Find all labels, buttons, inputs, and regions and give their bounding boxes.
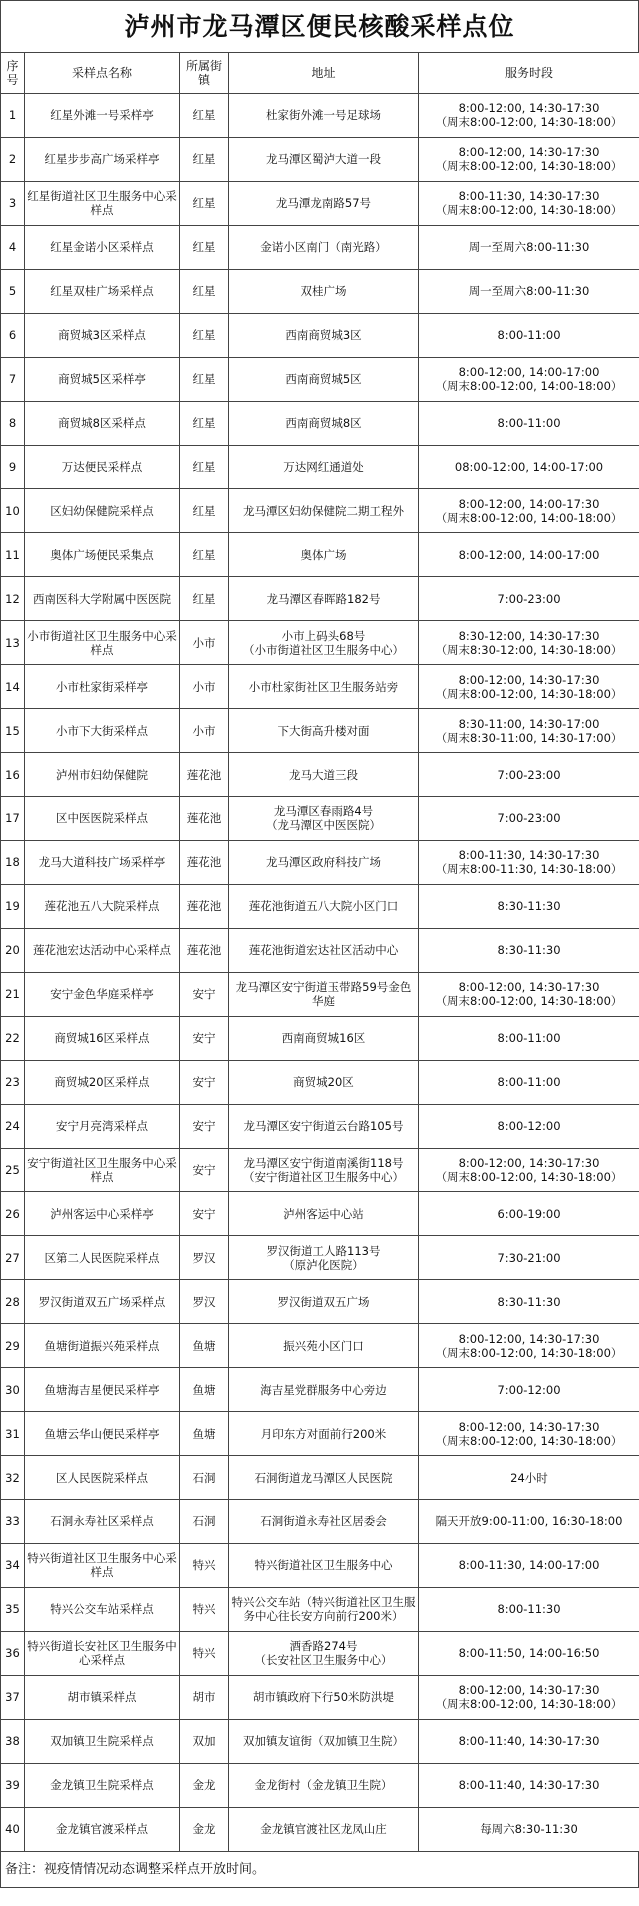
cell-address: 石洞街道龙马潭区人民医院 xyxy=(229,1456,419,1500)
cell-name: 龙马大道科技广场采样亭 xyxy=(25,840,180,884)
cell-address: 振兴苑小区门口 xyxy=(229,1324,419,1368)
cell-time: 08:00-12:00, 14:00-17:00 xyxy=(419,445,639,489)
cell-time: 6:00-19:00 xyxy=(419,1192,639,1236)
table-row xyxy=(1,972,639,1016)
cell-no: 35 xyxy=(1,1587,25,1631)
table-row xyxy=(1,1148,639,1192)
cell-address: 莲花池街道宏达社区活动中心 xyxy=(229,928,419,972)
cell-name: 泸州客运中心采样亭 xyxy=(25,1192,180,1236)
cell-address: 龙马潭区政府科技广场 xyxy=(229,840,419,884)
cell-name: 鱼塘海吉星便民采样亭 xyxy=(25,1368,180,1412)
table-row xyxy=(1,665,639,709)
cell-name: 商贸城8区采样点 xyxy=(25,401,180,445)
cell-town: 安宁 xyxy=(180,1192,229,1236)
cell-no: 26 xyxy=(1,1192,25,1236)
cell-no: 18 xyxy=(1,840,25,884)
cell-no: 5 xyxy=(1,269,25,313)
cell-address: 龙马潭区春雨路4号 （龙马潭区中医医院） xyxy=(229,797,419,841)
cell-name: 特兴公交车站采样点 xyxy=(25,1587,180,1631)
table-row xyxy=(1,1631,639,1675)
cell-town: 小市 xyxy=(180,709,229,753)
cell-time: 8:00-12:00, 14:30-17:30 （周末8:00-12:00, 14:30-18:00） xyxy=(419,972,639,1016)
table-row xyxy=(1,533,639,577)
cell-no: 4 xyxy=(1,225,25,269)
cell-time: 8:30-11:30 xyxy=(419,1280,639,1324)
table-row xyxy=(1,797,639,841)
header-name: 采样点名称 xyxy=(25,53,180,94)
table-row xyxy=(1,1016,639,1060)
cell-town: 红星 xyxy=(180,401,229,445)
header-time: 服务时段 xyxy=(419,53,639,94)
cell-address: 胡市镇政府下行50米防洪堤 xyxy=(229,1675,419,1719)
cell-town: 安宁 xyxy=(180,1016,229,1060)
cell-name: 鱼塘街道振兴苑采样点 xyxy=(25,1324,180,1368)
cell-time: 8:00-11:40, 14:30-17:30 xyxy=(419,1763,639,1807)
table-row xyxy=(1,709,639,753)
cell-town: 特兴 xyxy=(180,1587,229,1631)
cell-town: 红星 xyxy=(180,225,229,269)
cell-name: 鱼塘云华山便民采样亭 xyxy=(25,1412,180,1456)
cell-no: 14 xyxy=(1,665,25,709)
cell-town: 莲花池 xyxy=(180,797,229,841)
cell-time: 8:00-11:00 xyxy=(419,313,639,357)
cell-name: 万达便民采样点 xyxy=(25,445,180,489)
cell-time: 8:00-12:00, 14:00-17:30 （周末8:00-12:00, 14:00-18:00） xyxy=(419,489,639,533)
cell-address: 特兴街道社区卫生服务中心 xyxy=(229,1543,419,1587)
cell-name: 区妇幼保健院采样点 xyxy=(25,489,180,533)
cell-no: 25 xyxy=(1,1148,25,1192)
cell-name: 安宁街道社区卫生服务中心采样点 xyxy=(25,1148,180,1192)
table-row xyxy=(1,357,639,401)
cell-town: 金龙 xyxy=(180,1807,229,1851)
cell-no: 22 xyxy=(1,1016,25,1060)
cell-name: 安宁月亮湾采样点 xyxy=(25,1104,180,1148)
cell-no: 13 xyxy=(1,621,25,665)
cell-no: 33 xyxy=(1,1500,25,1544)
cell-name: 区第二人民医院采样点 xyxy=(25,1236,180,1280)
cell-town: 红星 xyxy=(180,137,229,181)
cell-name: 特兴街道社区卫生服务中心采样点 xyxy=(25,1543,180,1587)
cell-time: 8:00-11:00 xyxy=(419,401,639,445)
cell-name: 区人民医院采样点 xyxy=(25,1456,180,1500)
cell-town: 石洞 xyxy=(180,1456,229,1500)
table-row xyxy=(1,1368,639,1412)
cell-town: 红星 xyxy=(180,357,229,401)
table-row xyxy=(1,1060,639,1104)
cell-address: 小市上码头68号 （小市街道社区卫生服务中心） xyxy=(229,621,419,665)
cell-name: 莲花池宏达活动中心采样点 xyxy=(25,928,180,972)
cell-town: 安宁 xyxy=(180,972,229,1016)
cell-town: 特兴 xyxy=(180,1543,229,1587)
cell-time: 8:00-12:00, 14:30-17:30 （周末8:00-12:00, 14:30-18:00） xyxy=(419,1412,639,1456)
cell-time: 8:30-11:00, 14:30-17:00 （周末8:30-11:00, 14:30-17:00） xyxy=(419,709,639,753)
table-row xyxy=(1,1324,639,1368)
cell-time: 8:00-11:30, 14:00-17:00 xyxy=(419,1543,639,1587)
cell-name: 特兴街道长安社区卫生服务中心采样点 xyxy=(25,1631,180,1675)
cell-town: 莲花池 xyxy=(180,928,229,972)
cell-address: 双桂广场 xyxy=(229,269,419,313)
cell-address: 海吉星党群服务中心旁边 xyxy=(229,1368,419,1412)
cell-no: 1 xyxy=(1,94,25,138)
cell-name: 红星街道社区卫生服务中心采样点 xyxy=(25,181,180,225)
table-row xyxy=(1,489,639,533)
cell-town: 金龙 xyxy=(180,1763,229,1807)
table-row xyxy=(1,181,639,225)
cell-town: 红星 xyxy=(180,94,229,138)
cell-no: 20 xyxy=(1,928,25,972)
cell-town: 双加 xyxy=(180,1719,229,1763)
cell-time: 周一至周六8:00-11:30 xyxy=(419,269,639,313)
cell-time: 8:30-11:30 xyxy=(419,928,639,972)
cell-no: 31 xyxy=(1,1412,25,1456)
header-address: 地址 xyxy=(229,53,419,94)
cell-name: 胡市镇采样点 xyxy=(25,1675,180,1719)
cell-name: 商贸城16区采样点 xyxy=(25,1016,180,1060)
cell-no: 8 xyxy=(1,401,25,445)
cell-no: 21 xyxy=(1,972,25,1016)
cell-time: 8:00-12:00, 14:30-17:30 （周末8:00-12:00, 14:30-18:00） xyxy=(419,94,639,138)
cell-time: 24小时 xyxy=(419,1456,639,1500)
table-row xyxy=(1,753,639,797)
cell-name: 红星双桂广场采样点 xyxy=(25,269,180,313)
cell-name: 红星步步高广场采样亭 xyxy=(25,137,180,181)
table-row xyxy=(1,269,639,313)
cell-address: 下大街高升楼对面 xyxy=(229,709,419,753)
cell-address: 奥体广场 xyxy=(229,533,419,577)
cell-no: 11 xyxy=(1,533,25,577)
header-town: 所属街镇 xyxy=(180,53,229,94)
table-row xyxy=(1,1587,639,1631)
cell-town: 莲花池 xyxy=(180,753,229,797)
cell-town: 罗汉 xyxy=(180,1280,229,1324)
table-row xyxy=(1,1192,639,1236)
cell-name: 罗汉街道双五广场采样点 xyxy=(25,1280,180,1324)
cell-address: 金龙镇官渡社区龙凤山庄 xyxy=(229,1807,419,1851)
cell-time: 8:00-12:00, 14:30-17:30 （周末8:00-12:00, 14:30-18:00） xyxy=(419,1675,639,1719)
cell-time: 8:00-12:00 xyxy=(419,1104,639,1148)
header-no: 序号 xyxy=(1,53,25,94)
table-row xyxy=(1,621,639,665)
cell-time: 8:00-11:40, 14:30-17:30 xyxy=(419,1719,639,1763)
cell-town: 石洞 xyxy=(180,1500,229,1544)
cell-time: 8:00-12:00, 14:00-17:00 （周末8:00-12:00, 14:00-18:00） xyxy=(419,357,639,401)
cell-time: 8:00-11:00 xyxy=(419,1016,639,1060)
cell-name: 石洞永寿社区采样点 xyxy=(25,1500,180,1544)
table-row xyxy=(1,1719,639,1763)
table-row xyxy=(1,1500,639,1544)
cell-town: 安宁 xyxy=(180,1148,229,1192)
cell-name: 小市下大街采样点 xyxy=(25,709,180,753)
table-row xyxy=(1,313,639,357)
table-row xyxy=(1,1236,639,1280)
cell-no: 17 xyxy=(1,797,25,841)
cell-name: 红星金诺小区采样点 xyxy=(25,225,180,269)
cell-name: 金龙镇卫生院采样点 xyxy=(25,1763,180,1807)
cell-town: 安宁 xyxy=(180,1104,229,1148)
table-row xyxy=(1,1763,639,1807)
cell-time: 8:00-11:00 xyxy=(419,1060,639,1104)
cell-name: 西南医科大学附属中医医院 xyxy=(25,577,180,621)
table-row xyxy=(1,1807,639,1851)
cell-no: 12 xyxy=(1,577,25,621)
cell-no: 40 xyxy=(1,1807,25,1851)
cell-address: 泸州客运中心站 xyxy=(229,1192,419,1236)
cell-time: 隔天开放9:00-11:00, 16:30-18:00 xyxy=(419,1500,639,1544)
cell-time: 8:00-12:00, 14:30-17:30 （周末8:00-12:00, 14:30-18:00） xyxy=(419,1148,639,1192)
cell-time: 8:30-11:30 xyxy=(419,884,639,928)
cell-address: 万达网红通道处 xyxy=(229,445,419,489)
cell-address: 罗汉街道双五广场 xyxy=(229,1280,419,1324)
cell-name: 奥体广场便民采集点 xyxy=(25,533,180,577)
cell-town: 莲花池 xyxy=(180,884,229,928)
cell-address: 龙马潭龙南路57号 xyxy=(229,181,419,225)
cell-address: 金诺小区南门（南光路） xyxy=(229,225,419,269)
cell-no: 15 xyxy=(1,709,25,753)
cell-time: 8:00-12:00, 14:30-17:30 （周末8:00-12:00, 14:30-18:00） xyxy=(419,1324,639,1368)
table-row xyxy=(1,94,639,138)
table-row xyxy=(1,577,639,621)
cell-no: 6 xyxy=(1,313,25,357)
cell-address: 龙马潭区春晖路182号 xyxy=(229,577,419,621)
table-row xyxy=(1,884,639,928)
cell-address: 小市杜家街社区卫生服务站旁 xyxy=(229,665,419,709)
cell-town: 红星 xyxy=(180,445,229,489)
table-row xyxy=(1,445,639,489)
cell-address: 西南商贸城3区 xyxy=(229,313,419,357)
cell-address: 酒香路274号 （长安社区卫生服务中心） xyxy=(229,1631,419,1675)
table-header-row xyxy=(1,53,639,94)
cell-town: 红星 xyxy=(180,489,229,533)
cell-name: 商贸城3区采样点 xyxy=(25,313,180,357)
cell-no: 3 xyxy=(1,181,25,225)
cell-address: 商贸城20区 xyxy=(229,1060,419,1104)
cell-town: 小市 xyxy=(180,665,229,709)
cell-address: 西南商贸城8区 xyxy=(229,401,419,445)
cell-time: 7:00-12:00 xyxy=(419,1368,639,1412)
table-row xyxy=(1,1412,639,1456)
cell-town: 安宁 xyxy=(180,1060,229,1104)
table-row xyxy=(1,401,639,445)
cell-no: 9 xyxy=(1,445,25,489)
cell-address: 杜家街外滩一号足球场 xyxy=(229,94,419,138)
table-row xyxy=(1,928,639,972)
cell-time: 7:00-23:00 xyxy=(419,797,639,841)
cell-time: 8:00-12:00, 14:30-17:30 （周末8:00-12:00, 14:30-18:00） xyxy=(419,665,639,709)
cell-no: 19 xyxy=(1,884,25,928)
cell-town: 莲花池 xyxy=(180,840,229,884)
cell-no: 29 xyxy=(1,1324,25,1368)
cell-town: 鱼塘 xyxy=(180,1324,229,1368)
cell-time: 8:30-12:00, 14:30-17:30 （周末8:30-12:00, 14:30-18:00） xyxy=(419,621,639,665)
cell-address: 莲花池街道五八大院小区门口 xyxy=(229,884,419,928)
cell-no: 38 xyxy=(1,1719,25,1763)
cell-address: 龙马潭区安宁街道南溪街118号 （安宁街道社区卫生服务中心） xyxy=(229,1148,419,1192)
cell-address: 龙马潭区安宁街道玉带路59号金色华庭 xyxy=(229,972,419,1016)
cell-town: 罗汉 xyxy=(180,1236,229,1280)
table-row xyxy=(1,1675,639,1719)
cell-no: 16 xyxy=(1,753,25,797)
cell-town: 红星 xyxy=(180,577,229,621)
cell-no: 7 xyxy=(1,357,25,401)
cell-time: 周一至周六8:00-11:30 xyxy=(419,225,639,269)
cell-address: 西南商贸城16区 xyxy=(229,1016,419,1060)
cell-town: 红星 xyxy=(180,313,229,357)
table-row xyxy=(1,137,639,181)
cell-town: 红星 xyxy=(180,269,229,313)
cell-town: 胡市 xyxy=(180,1675,229,1719)
cell-address: 龙马潭区蜀泸大道一段 xyxy=(229,137,419,181)
cell-name: 金龙镇官渡采样点 xyxy=(25,1807,180,1851)
cell-name: 商贸城5区采样亭 xyxy=(25,357,180,401)
cell-no: 24 xyxy=(1,1104,25,1148)
cell-no: 2 xyxy=(1,137,25,181)
cell-time: 7:00-23:00 xyxy=(419,577,639,621)
cell-name: 安宁金色华庭采样亭 xyxy=(25,972,180,1016)
cell-town: 红星 xyxy=(180,533,229,577)
cell-time: 8:00-11:30 xyxy=(419,1587,639,1631)
cell-no: 39 xyxy=(1,1763,25,1807)
page-title: 泸州市龙马潭区便民核酸采样点位 xyxy=(0,0,639,52)
cell-address: 月印东方对面前行200米 xyxy=(229,1412,419,1456)
cell-no: 34 xyxy=(1,1543,25,1587)
cell-address: 双加镇友谊街（双加镇卫生院） xyxy=(229,1719,419,1763)
cell-time: 8:00-12:00, 14:30-17:30 （周末8:00-12:00, 14:30-18:00） xyxy=(419,137,639,181)
sampling-sites-table xyxy=(0,52,639,1852)
cell-town: 小市 xyxy=(180,621,229,665)
cell-address: 龙马大道三段 xyxy=(229,753,419,797)
cell-no: 36 xyxy=(1,1631,25,1675)
cell-name: 莲花池五八大院采样点 xyxy=(25,884,180,928)
cell-town: 特兴 xyxy=(180,1631,229,1675)
cell-address: 特兴公交车站（特兴街道社区卫生服务中心往长安方向前行200米） xyxy=(229,1587,419,1631)
cell-address: 罗汉街道工人路113号 （原泸化医院） xyxy=(229,1236,419,1280)
cell-time: 8:00-11:50, 14:00-16:50 xyxy=(419,1631,639,1675)
table-row xyxy=(1,840,639,884)
cell-no: 23 xyxy=(1,1060,25,1104)
cell-time: 8:00-11:30, 14:30-17:30 （周末8:00-12:00, 14:30-18:00） xyxy=(419,181,639,225)
table-row xyxy=(1,1543,639,1587)
cell-no: 27 xyxy=(1,1236,25,1280)
cell-time: 每周六8:30-11:30 xyxy=(419,1807,639,1851)
table-row xyxy=(1,1456,639,1500)
cell-no: 10 xyxy=(1,489,25,533)
cell-no: 32 xyxy=(1,1456,25,1500)
cell-name: 小市街道社区卫生服务中心采样点 xyxy=(25,621,180,665)
cell-town: 红星 xyxy=(180,181,229,225)
table-row xyxy=(1,225,639,269)
cell-address: 龙马潭区安宁街道云台路105号 xyxy=(229,1104,419,1148)
cell-name: 红星外滩一号采样亭 xyxy=(25,94,180,138)
cell-address: 龙马潭区妇幼保健院二期工程外 xyxy=(229,489,419,533)
cell-time: 7:30-21:00 xyxy=(419,1236,639,1280)
table-row xyxy=(1,1280,639,1324)
cell-no: 28 xyxy=(1,1280,25,1324)
cell-name: 泸州市妇幼保健院 xyxy=(25,753,180,797)
cell-no: 30 xyxy=(1,1368,25,1412)
cell-address: 西南商贸城5区 xyxy=(229,357,419,401)
table-row xyxy=(1,1104,639,1148)
cell-town: 鱼塘 xyxy=(180,1368,229,1412)
cell-time: 7:00-23:00 xyxy=(419,753,639,797)
cell-no: 37 xyxy=(1,1675,25,1719)
cell-address: 金龙街村（金龙镇卫生院） xyxy=(229,1763,419,1807)
footnote: 备注：视疫情情况动态调整采样点开放时间。 xyxy=(0,1852,639,1888)
cell-address: 石洞街道永寿社区居委会 xyxy=(229,1500,419,1544)
cell-town: 鱼塘 xyxy=(180,1412,229,1456)
cell-name: 小市杜家街采样亭 xyxy=(25,665,180,709)
cell-name: 区中医医院采样点 xyxy=(25,797,180,841)
cell-name: 双加镇卫生院采样点 xyxy=(25,1719,180,1763)
cell-name: 商贸城20区采样点 xyxy=(25,1060,180,1104)
cell-time: 8:00-12:00, 14:00-17:00 xyxy=(419,533,639,577)
cell-time: 8:00-11:30, 14:30-17:30 （周末8:00-11:30, 14:30-18:00） xyxy=(419,840,639,884)
